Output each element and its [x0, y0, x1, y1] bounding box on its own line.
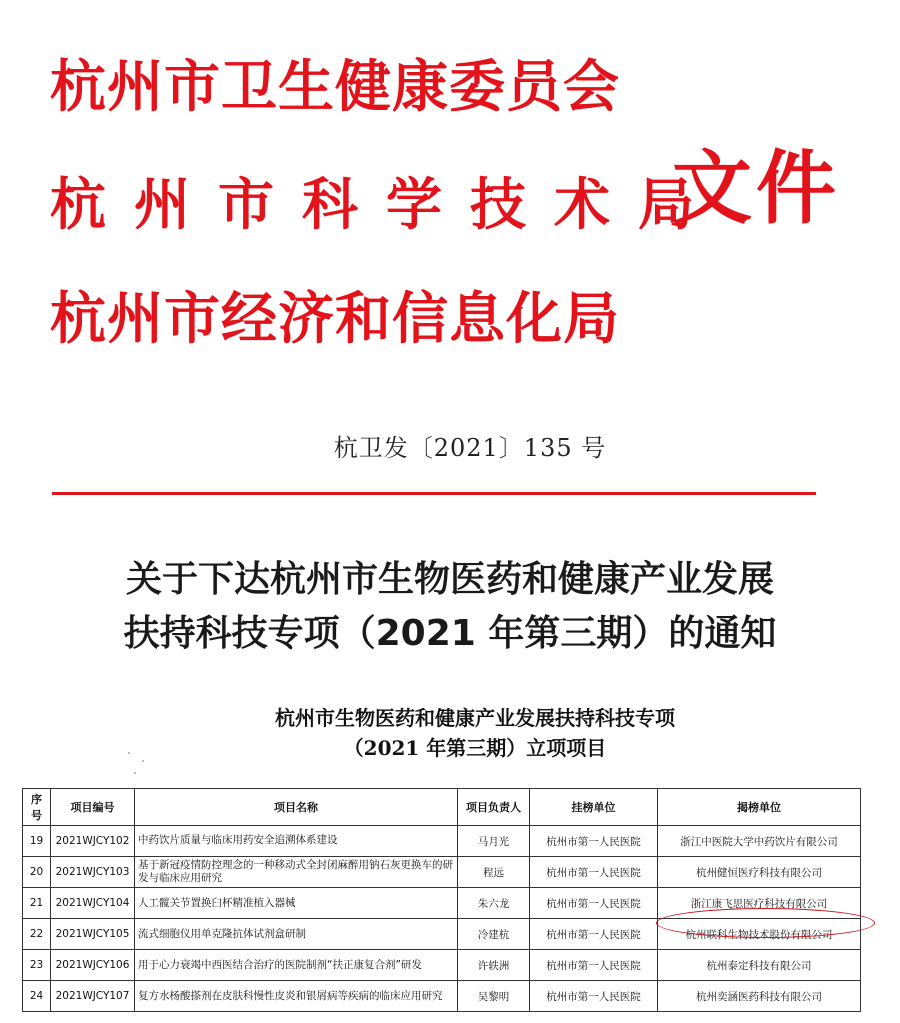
table-row: [23, 981, 861, 1012]
cell-index: 21: [23, 888, 51, 919]
table-row: [23, 826, 861, 857]
cell-project-name: 用于心力衰竭中西医结合治疗的医院制剂“扶正康复合剂”研发: [135, 950, 458, 981]
cell-index: 20: [23, 857, 51, 888]
col-header-code: 项目编号: [51, 789, 135, 826]
cell-person: 吴黎明: [458, 981, 530, 1012]
cell-posting-org: 杭州市第一人民医院: [530, 826, 658, 857]
scan-speck: [142, 760, 144, 762]
cell-code: 2021WJCY105: [51, 919, 135, 950]
table-row: [23, 888, 861, 919]
agency-name-health-commission: 杭州市卫生健康委员会: [50, 55, 620, 120]
cell-project-name: 中药饮片质量与临床用药安全追溯体系建设: [135, 826, 458, 857]
col-header-person: 项目负责人: [458, 789, 530, 826]
document-number: 杭卫发〔2021〕135 号: [333, 434, 607, 462]
cell-code: 2021WJCY107: [51, 981, 135, 1012]
cell-code: 2021WJCY103: [51, 857, 135, 888]
document-label: 文件: [672, 141, 840, 235]
cell-index: 23: [23, 950, 51, 981]
table-row: [23, 950, 861, 981]
table-row: [23, 919, 861, 950]
project-table-container: [22, 788, 860, 1012]
cell-project-name: 基于新冠疫情防控理念的一种移动式全封闭麻醉用钠石灰更换车的研发与临床应用研究: [135, 857, 458, 888]
agency-name-science-bureau: 杭州市科学技术局: [50, 173, 722, 238]
document-header: [0, 0, 900, 400]
red-divider: [52, 492, 816, 495]
notice-title-line-2: 扶持科技专项（2021 年第三期）的通知: [123, 613, 777, 654]
cell-person: 许轶洲: [458, 950, 530, 981]
cell-posting-org: 杭州市第一人民医院: [530, 919, 658, 950]
table-caption-line-1: 杭州市生物医药和健康产业发展扶持科技专项: [275, 706, 675, 730]
cell-index: 24: [23, 981, 51, 1012]
cell-winning-unit: 杭州联科生物技术股份有限公司: [658, 919, 861, 950]
cell-winning-unit: 浙江中医院大学中药饮片有限公司: [658, 826, 861, 857]
col-header-posting-org: 挂榜单位: [530, 789, 658, 826]
scan-speck: [128, 752, 130, 754]
cell-project-name: 流式细胞仪用单克隆抗体试剂盒研制: [135, 919, 458, 950]
col-header-index: 序号: [23, 789, 51, 826]
cell-person: 冷建杭: [458, 919, 530, 950]
cell-posting-org: 杭州市第一人民医院: [530, 857, 658, 888]
scan-speck: [134, 772, 136, 774]
table-row: [23, 857, 861, 888]
notice-title-line-1: 关于下达杭州市生物医药和健康产业发展: [125, 559, 774, 600]
cell-index: 22: [23, 919, 51, 950]
project-table: [22, 788, 861, 1012]
cell-code: 2021WJCY102: [51, 826, 135, 857]
cell-project-name: 复方水杨酸搽剂在皮肤科慢性皮炎和银屑病等疾病的临床应用研究: [135, 981, 458, 1012]
cell-posting-org: 杭州市第一人民医院: [530, 888, 658, 919]
cell-code: 2021WJCY106: [51, 950, 135, 981]
cell-person: 马月光: [458, 826, 530, 857]
cell-posting-org: 杭州市第一人民医院: [530, 981, 658, 1012]
cell-project-name: 人工髋关节置换臼杯精准植入器械: [135, 888, 458, 919]
cell-posting-org: 杭州市第一人民医院: [530, 950, 658, 981]
col-header-name: 项目名称: [135, 789, 458, 826]
cell-person: 程远: [458, 857, 530, 888]
agency-name-economy-bureau: 杭州市经济和信息化局: [50, 287, 620, 352]
cell-person: 朱六龙: [458, 888, 530, 919]
cell-winning-unit: 杭州奕涵医药科技有限公司: [658, 981, 861, 1012]
cell-winning-unit: 杭州健恒医疗科技有限公司: [658, 857, 861, 888]
col-header-winning-unit: 揭榜单位: [658, 789, 861, 826]
cell-code: 2021WJCY104: [51, 888, 135, 919]
table-header-row: [23, 789, 861, 826]
cell-index: 19: [23, 826, 51, 857]
cell-winning-unit: 杭州泰定科技有限公司: [658, 950, 861, 981]
table-caption-line-2: （2021 年第三期）立项项目: [343, 736, 607, 760]
cell-winning-unit: 浙江康飞思医疗科技有限公司: [658, 888, 861, 919]
